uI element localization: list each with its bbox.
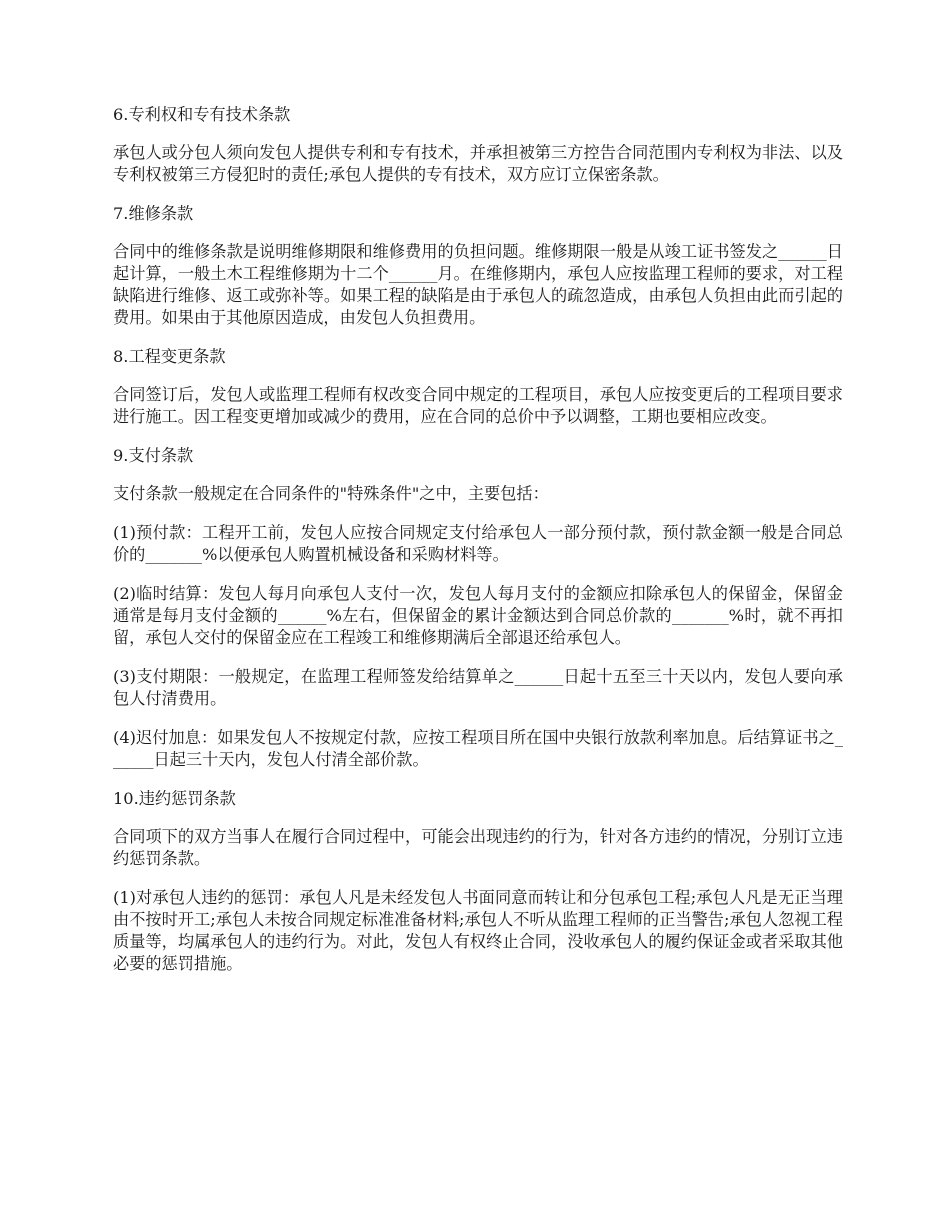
paragraph-interim-settlement: (2)临时结算：发包人每月向承包人支付一次，发包人每月支付的金额应扣除承包人的保留金，保留金通常是每月支付金额的______%左右，但保留金的累计金额达到合同总价款的_______%时，就不再扣留，承包人交付的保留金应在工程竣工和维修期满后全部退还给承包人。 [113,584,843,647]
document-body [113,104,843,992]
paragraph-contractor-breach: (1)对承包人违约的惩罚：承包人凡是未经发包人书面同意而转让和分包承包工程;承包人凡是无正当理由不按时开工;承包人未按合同规定标准准备材料;承包人不听从监理工程师的正当警告;承包人忽视工程质量等，均属承包人的违约行为。对此，发包人有权终止合同，没收承包人的履约保证金或者采取其他必要的惩罚措施。 [113,888,843,973]
section-heading-7: 7.维修条款 [113,204,194,223]
section-heading-6: 6.专利权和专有技术条款 [113,105,291,124]
paragraph-breach-intro: 合同项下的双方当事人在履行合同过程中，可能会出现违约的行为，针对各方违约的情况，分别订立违约惩罚条款。 [113,827,843,868]
paragraph-maintenance-clause: 合同中的维修条款是说明维修期限和维修费用的负担问题。维修期限一般是从竣工证书签发之______日起计算，一般土木工程维修期为十二个______月。在维修期内，承包人应按监理工程师的要求，对工程缺陷进行维修、返工或弥补等。如果工程的缺陷是由于承包人的疏忽造成，由承包人负担由此而引起的费用。如果由于其他原因造成，由发包人负担费用。 [113,242,843,327]
paragraph-advance-payment: (1)预付款：工程开工前，发包人应按合同规定支付给承包人一部分预付款，预付款金额一般是合同总价的_______%以便承包人购置机械设备和采购材料等。 [113,523,843,564]
paragraph-change-clause: 合同签订后，发包人或监理工程师有权改变合同中规定的工程项目，承包人应按变更后的工程项目要求进行施工。因工程变更增加或减少的费用，应在合同的总价中予以调整，工期也要相应改变。 [113,385,843,426]
paragraph-payment-intro: 支付条款一般规定在合同条件的"特殊条件"之中，主要包括： [113,484,549,503]
section-heading-10: 10.违约惩罚条款 [113,789,236,808]
section-heading-9: 9.支付条款 [113,446,194,465]
paragraph-payment-term: (3)支付期限：一般规定，在监理工程师签发给结算单之______日起十五至三十天以内，发包人要向承包人付清费用。 [113,667,843,708]
paragraph-late-interest: (4)迟付加息：如果发包人不按规定付款，应按工程项目所在国中央银行放款利率加息。后结算证书之______日起三十天内，发包人付清全部价款。 [113,728,843,769]
section-heading-8: 8.工程变更条款 [113,347,226,366]
paragraph-patent-clause: 承包人或分包人须向发包人提供专利和专有技术，并承担被第三方控告合同范围内专利权为非法、以及专利权被第三方侵犯时的责任;承包人提供的专有技术，双方应订立保密条款。 [113,143,843,184]
